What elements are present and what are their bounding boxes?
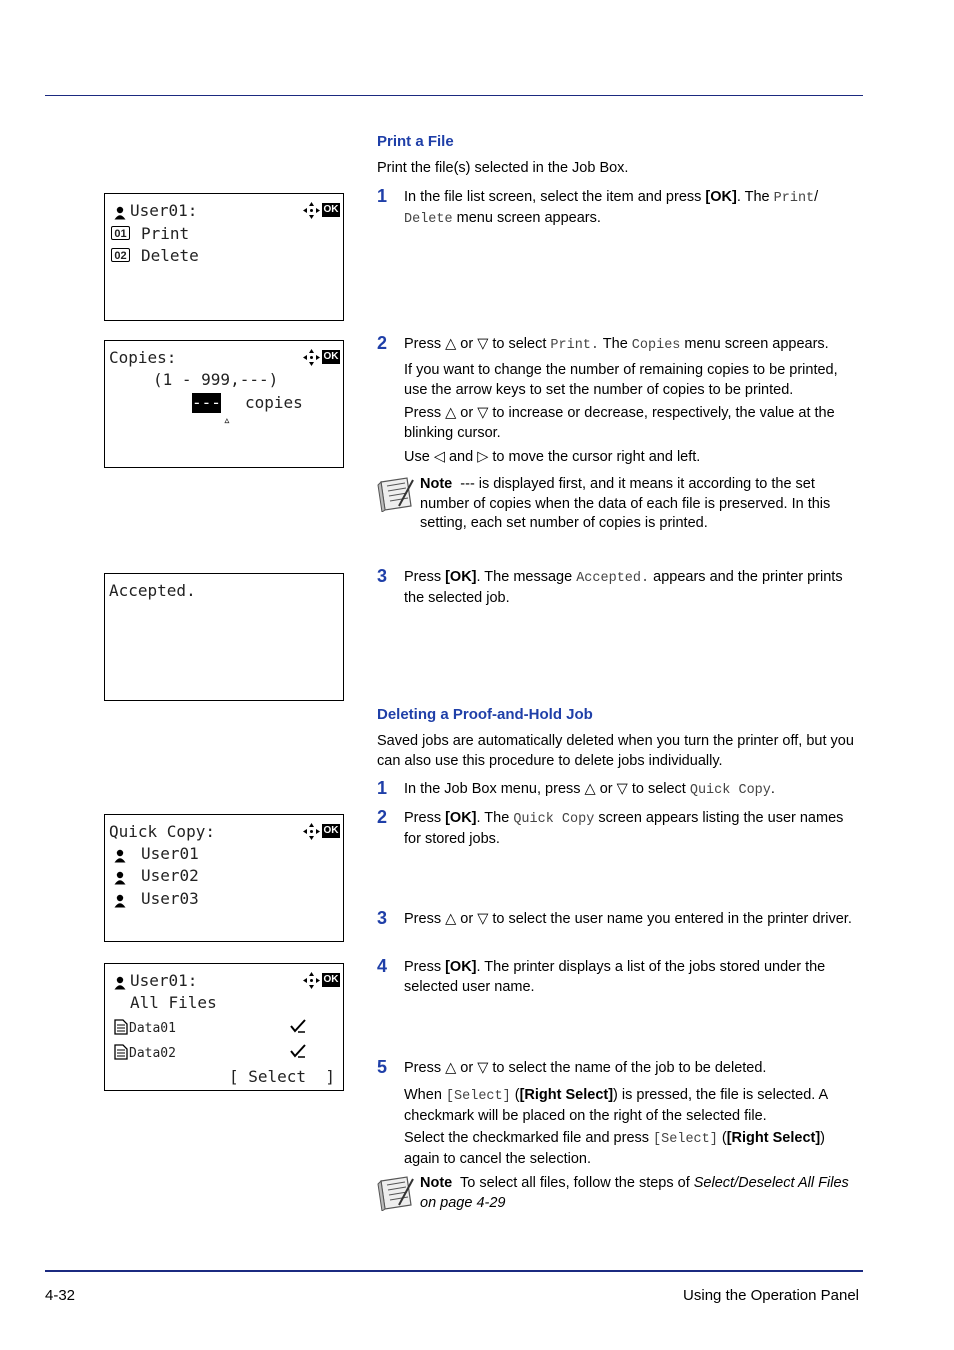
copies-unit: copies: [245, 393, 303, 412]
note-icon: [377, 476, 415, 512]
step-paragraph: Press △ or ▽ to increase or decrease, respectively, the value at the blinking cursor.: [404, 405, 835, 441]
screen-title: Copies:: [109, 348, 177, 367]
screen-message: Accepted.: [109, 581, 196, 600]
step-paragraph: When [Select] ([Right Select]) is pressed, the file is selected. A checkmark will be placed on the right of the selected file.: [404, 1087, 828, 1124]
user-icon: [114, 206, 126, 220]
cursor-indicator: ▵: [223, 413, 231, 428]
screen-title: Quick Copy:: [109, 822, 215, 841]
lcd-screen-file-list: [104, 963, 344, 1091]
chapter-title: Using the Operation Panel: [683, 1287, 859, 1304]
section-intro: Saved jobs are automatically deleted when you turn the printer off, but you can also use this procedure to delete jobs individually.: [377, 733, 854, 769]
menu-item-print: Print: [141, 224, 190, 243]
section-heading-print-a-file: Print a File: [377, 133, 454, 150]
header-rule: [45, 95, 863, 96]
user-icon: [114, 894, 126, 908]
checkmark-icon: [290, 1044, 306, 1058]
step-number: 5: [377, 1057, 388, 1077]
note-text: Note --- is displayed first, and it means it according to the set number of copies when the data of each file is preserved. In this setting, each set number of copies is printed.: [420, 476, 831, 531]
section-intro: Print the file(s) selected in the Job Box.: [377, 160, 629, 176]
step-text: In the Job Box menu, press △ or ▽ to select Quick Copy.: [404, 781, 775, 798]
arrow-keys-icon: [303, 349, 320, 366]
file-list-item: Data01: [129, 1021, 176, 1036]
user-icon: [114, 849, 126, 863]
screen-title: User01:: [130, 971, 198, 990]
step-number: 2: [377, 807, 388, 827]
ok-key-icon: OK: [323, 204, 339, 215]
page-number: 4-32: [45, 1287, 76, 1304]
step-number: 1: [377, 778, 388, 798]
select-softkey: [ Select ]: [229, 1067, 335, 1086]
user-icon: [114, 976, 126, 990]
lcd-screen-quick-copy: [104, 814, 344, 942]
footer-rule: [45, 1270, 863, 1272]
step-paragraph: If you want to change the number of remaining copies to be printed, use the arrow keys to set the number of copies to be printed.: [404, 362, 838, 398]
lcd-screen-accepted: [104, 573, 344, 701]
arrow-keys-icon: [303, 972, 320, 989]
step-text: Press △ or ▽ to select the user name you entered in the printer driver.: [404, 911, 852, 927]
step-text: Press [OK]. The Quick Copy screen appears listing the user names for stored jobs.: [404, 810, 844, 847]
file-icon: [114, 1019, 128, 1035]
ok-key-icon: OK: [323, 351, 339, 362]
checkmark-icon: [290, 1019, 306, 1033]
file-list-item: Data02: [129, 1046, 176, 1061]
menu-item-delete: Delete: [141, 246, 199, 265]
step-number: 3: [377, 566, 388, 586]
file-icon: [114, 1044, 128, 1060]
section-heading-deleting-job: Deleting a Proof-and-Hold Job: [377, 706, 593, 723]
ok-key-icon: OK: [323, 974, 339, 985]
note-icon: [377, 1175, 415, 1211]
step-number: 3: [377, 908, 388, 928]
arrow-keys-icon: [303, 823, 320, 840]
all-files-item: All Files: [130, 993, 217, 1012]
step-text: In the file list screen, select the item and press [OK]. The Print/ Delete menu screen appears.: [404, 189, 819, 227]
step-number: 1: [377, 186, 388, 206]
step-text: Press [OK]. The message Accepted. appears and the printer prints the selected job.: [404, 569, 843, 606]
step-text: Press △ or ▽ to select Print. The Copies menu screen appears.: [404, 336, 829, 353]
step-number: 2: [377, 333, 388, 353]
user-icon: [114, 871, 126, 885]
number-02-icon: 02: [111, 248, 130, 262]
step-text: Press △ or ▽ to select the name of the job to be deleted.: [404, 1060, 767, 1076]
step-paragraph: Use ◁ and ▷ to move the cursor right and left.: [404, 449, 701, 465]
step-text: Press [OK]. The printer displays a list of the jobs stored under the selected user name.: [404, 959, 826, 995]
screen-title: User01:: [130, 201, 198, 220]
number-01-icon: 01: [111, 226, 130, 240]
arrow-keys-icon: [303, 202, 320, 219]
user-list-item: User02: [141, 866, 199, 885]
copies-value: ---: [192, 393, 221, 412]
ok-key-icon: OK: [323, 825, 339, 836]
step-number: 4: [377, 956, 388, 976]
lcd-screen-print-delete: [104, 193, 344, 321]
user-list-item: User01: [141, 844, 199, 863]
lcd-screen-copies: [104, 340, 344, 468]
copies-range: (1 - 999,---): [153, 370, 279, 389]
step-paragraph: Select the checkmarked file and press [Select] ([Right Select]) again to cancel the selection.: [404, 1130, 826, 1167]
note-text: Note To select all files, follow the steps of Select/Deselect All Files on page 4-29: [420, 1175, 849, 1211]
user-list-item: User03: [141, 889, 199, 908]
